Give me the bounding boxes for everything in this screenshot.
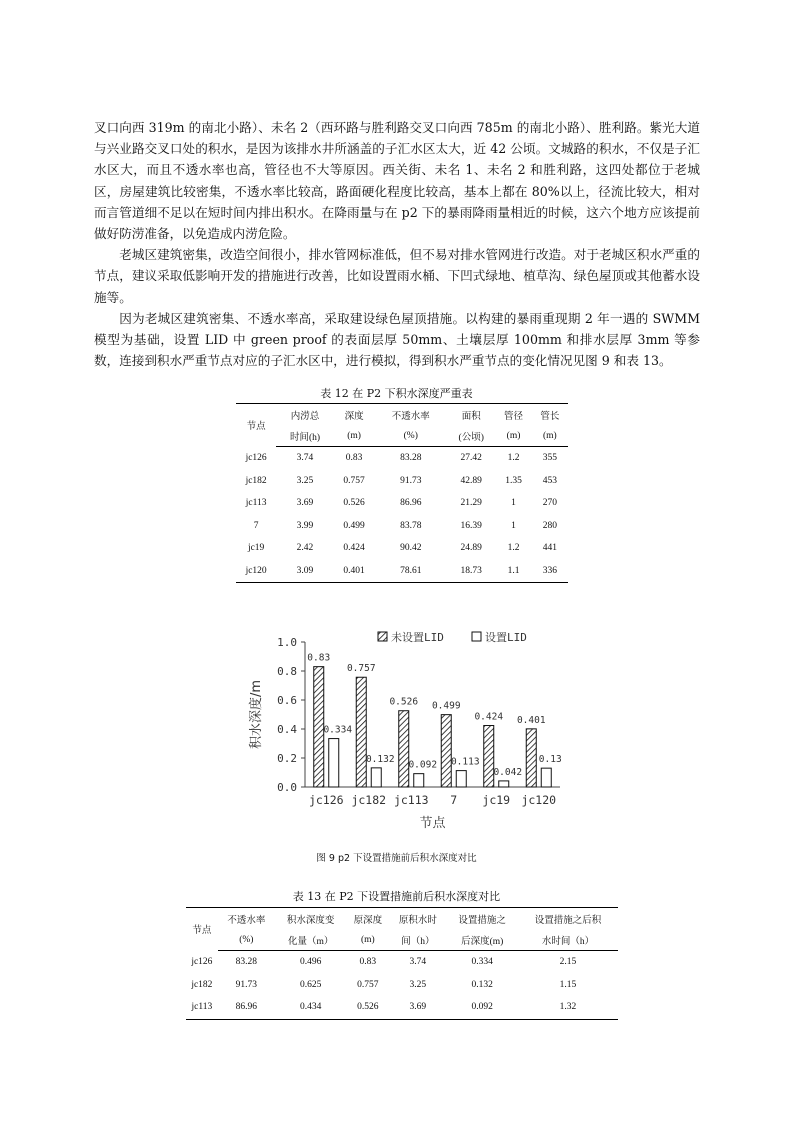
table-cell: 86.96: [400, 498, 422, 509]
paragraph: 因为老城区建筑密集、不透水率高，采取建设绿色屋顶措施。以构建的暴雨重现期 2 年一遇的 SWMM 模型为基础，设置 LID 中 green proof 的表面层厚 50mm、土壤层厚 100mm 和排水层厚 3mm 等参数，连接到积水严重节点对应的子汇水区中，进行模拟，得到积水严重节点的变化情况见图 9 和表 13。: [94, 310, 700, 369]
table-cell: 0.499: [343, 520, 365, 531]
table-header: (公顷): [447, 425, 495, 447]
bar-no-lid: [399, 711, 409, 787]
table-cell: 3.74: [296, 453, 314, 464]
data-label: 0.757: [346, 663, 376, 675]
table-header: 后深度(m): [446, 929, 517, 951]
legend-swatch: [472, 632, 481, 641]
table-header: (m): [334, 425, 375, 447]
data-label: 0.092: [408, 759, 438, 771]
table-cell: 83.78: [400, 520, 422, 531]
bar-lid: [499, 781, 509, 787]
table13: [186, 907, 618, 1020]
table-cell: 270: [542, 498, 557, 509]
data-label: 0.424: [474, 711, 504, 723]
table-cell: jc113: [186, 996, 218, 1019]
table-cell: 3.09: [276, 560, 333, 583]
table-cell: 7: [253, 520, 259, 531]
table-cell: 91.73: [235, 979, 258, 990]
table-row: [236, 447, 568, 470]
table-cell: 1.32: [518, 996, 618, 1019]
table-cell: 0.83: [359, 957, 377, 968]
table-cell: jc182: [245, 475, 267, 486]
table-header: (m): [532, 425, 568, 447]
table-header: 不透水率: [218, 908, 275, 930]
table-cell: 2.15: [559, 957, 577, 968]
table12: [236, 403, 568, 583]
table-cell: jc113: [245, 498, 267, 509]
table-cell: 3.74: [409, 957, 427, 968]
legend-label: 未设置LID: [391, 631, 444, 644]
table-header: (m): [495, 425, 531, 447]
table-cell: 0.83: [345, 453, 363, 464]
table-row: [186, 996, 618, 1019]
table-header: 原积水时: [389, 908, 446, 930]
x-tick-label: jc126: [308, 793, 344, 807]
table-cell: 0.424: [343, 543, 365, 554]
table-header: 原深度: [346, 908, 389, 930]
bar-lid: [329, 739, 339, 787]
table-row: [186, 951, 618, 974]
x-axis-title: 节点: [419, 816, 446, 831]
table-row: [236, 515, 568, 538]
table-cell: jc120: [236, 560, 276, 583]
table-row: [236, 492, 568, 515]
data-label: 0.334: [323, 724, 353, 736]
x-tick-label: jc19: [482, 793, 511, 807]
table-header: 节点: [236, 404, 276, 447]
x-tick-label: jc113: [393, 793, 429, 807]
table-cell: 18.73: [447, 560, 495, 583]
data-label: 0.401: [516, 714, 546, 726]
table-row: [236, 470, 568, 493]
table-cell: 3.69: [296, 498, 314, 509]
y-tick-label: 0.4: [277, 723, 297, 736]
y-tick-label: 0.2: [277, 752, 297, 765]
table-row: [186, 974, 618, 997]
data-label: 0.113: [450, 756, 480, 768]
table-row: [236, 537, 568, 560]
table-cell: 91.73: [400, 475, 422, 486]
table-cell: 86.96: [218, 996, 275, 1019]
table-cell: 3.25: [409, 979, 427, 990]
table-header: 设置措施之: [446, 908, 517, 930]
table-cell: 83.28: [235, 957, 258, 968]
table-cell: 78.61: [374, 560, 447, 583]
table-cell: 1.1: [495, 560, 531, 583]
table-header: (%): [218, 929, 275, 951]
table-cell: 1: [511, 498, 516, 509]
table-cell: 0.496: [299, 957, 322, 968]
bar-lid: [371, 768, 381, 787]
table-cell: 1.35: [505, 475, 522, 486]
table-cell: 453: [542, 475, 557, 486]
table13-caption: 表 13 在 P2 下设置措施前后积水深度对比: [292, 890, 501, 903]
x-tick-label: jc182: [351, 793, 387, 807]
body-text: [94, 117, 700, 371]
table-cell: 24.89: [460, 543, 482, 554]
table-cell: 0.132: [471, 979, 493, 990]
figure9-chart: [240, 625, 570, 835]
table-cell: jc19: [247, 543, 265, 554]
table-cell: 0.401: [334, 560, 375, 583]
table-cell: 1.2: [507, 453, 520, 464]
bar-lid: [541, 768, 551, 787]
bar-lid: [456, 771, 466, 787]
table-cell: 3.69: [389, 996, 446, 1019]
y-tick-label: 1.0: [277, 636, 297, 649]
table-cell: 441: [542, 543, 557, 554]
table-cell: jc126: [245, 453, 267, 463]
y-tick-label: 0.0: [277, 781, 297, 794]
table-cell: 90.42: [400, 543, 422, 554]
table-cell: 1.15: [559, 979, 577, 990]
table-header: 水时间（h）: [518, 929, 618, 951]
figure9-caption: 图 9 p2 下设置措施前后积水深度对比: [316, 853, 477, 864]
table-cell: 27.42: [460, 453, 482, 464]
table-cell: jc182: [191, 979, 213, 990]
table-cell: 21.29: [460, 498, 482, 509]
table-cell: jc126: [191, 957, 213, 967]
legend-swatch: [378, 632, 387, 641]
y-tick-label: 0.6: [277, 694, 297, 707]
x-tick-label: jc120: [521, 793, 557, 807]
table-cell: 0.526: [346, 996, 389, 1019]
table-header: 内涝总: [276, 404, 333, 426]
paragraph: 老城区建筑密集，改造空间很小，排水管网标准低，但不易对排水管网进行改造。对于老城区积水严重的节点，建议采取低影响开发的措施进行改善，比如设置雨水桶、下凹式绿地、植草沟、绿色屋顶或其他蓄水设施等。: [94, 247, 700, 305]
y-axis-title: 积水深度/m: [249, 679, 264, 750]
table-cell: 3.99: [296, 520, 314, 531]
table-header: 深度: [334, 404, 375, 426]
table-header: (m): [346, 929, 389, 951]
table-header: 管长: [532, 404, 568, 426]
bar-no-lid: [484, 726, 494, 787]
table-cell: 16.39: [460, 520, 482, 531]
table-cell: 3.25: [296, 475, 314, 486]
table-cell: 42.89: [460, 475, 482, 486]
bar-no-lid: [526, 729, 536, 787]
y-tick-label: 0.8: [277, 665, 297, 678]
table-header: 积水深度变: [275, 908, 346, 930]
data-label: 0.83: [307, 652, 331, 664]
table-cell: 2.42: [296, 543, 314, 554]
table-cell: 280: [542, 520, 557, 531]
data-label: 0.13: [538, 754, 562, 766]
table-header: (%): [374, 425, 447, 447]
x-tick-label: 7: [450, 793, 458, 807]
legend-label: 设置LID: [485, 631, 527, 644]
table-cell: 336: [532, 560, 568, 583]
table-header: 时间(h): [276, 425, 333, 447]
table12-caption: 表 12 在 P2 下积水深度严重表: [320, 387, 473, 400]
data-label: 0.042: [493, 766, 523, 778]
table-header: 设置措施之后积: [518, 908, 618, 930]
table-cell: 1.2: [507, 543, 520, 554]
paragraph: 叉口向西 319m 的南北小路）、未名 2（西环路与胜利路交叉口向西 785m 的南北小路）、胜利路。紫光大道与兴业路交叉口处的积水，是因为该排水井所涵盖的子汇水区太大，近 42 公顷。文城路的积水，不仅是子汇水区大，而且不透水率也高，管径也不大等原因。西关街、未名 1、未名 2 和胜利路，这四处都位于老城区，房屋建筑比较密集，不透水率比较高，路面硬化程度比较高，基本上都在 80%以上，径流比较大，相对而言管道细不足以在短时间内排出积水。在降雨量与在 p2 下的暴雨降雨量相近的时候，这六个地方应该提前做好防涝准备，以免造成内涝危险。: [94, 120, 700, 242]
table-cell: 83.28: [400, 453, 422, 464]
bar-no-lid: [314, 667, 324, 787]
table-header: 不透水率: [374, 404, 447, 426]
bar-no-lid: [356, 677, 366, 787]
data-label: 0.499: [431, 700, 461, 712]
table-cell: 0.434: [275, 996, 346, 1019]
table-header: 管径: [495, 404, 531, 426]
table-header: 化量（m）: [275, 929, 346, 951]
table-cell: 0.334: [471, 957, 493, 968]
table-cell: 1: [511, 520, 516, 531]
table-cell: 0.757: [357, 979, 379, 990]
table-cell: 0.625: [299, 979, 322, 990]
table-cell: 0.526: [343, 498, 365, 509]
bar-lid: [414, 774, 424, 787]
table-cell: 0.092: [446, 996, 517, 1019]
data-label: 0.526: [389, 696, 419, 708]
table-cell: 0.757: [343, 475, 365, 486]
bar-no-lid: [441, 715, 451, 787]
table-header: 面积: [447, 404, 495, 426]
table-header: 间（h）: [389, 929, 446, 951]
table-header: 节点: [186, 908, 218, 951]
table-cell: 355: [542, 453, 557, 464]
table-row: [236, 560, 568, 583]
data-label: 0.132: [365, 753, 395, 765]
